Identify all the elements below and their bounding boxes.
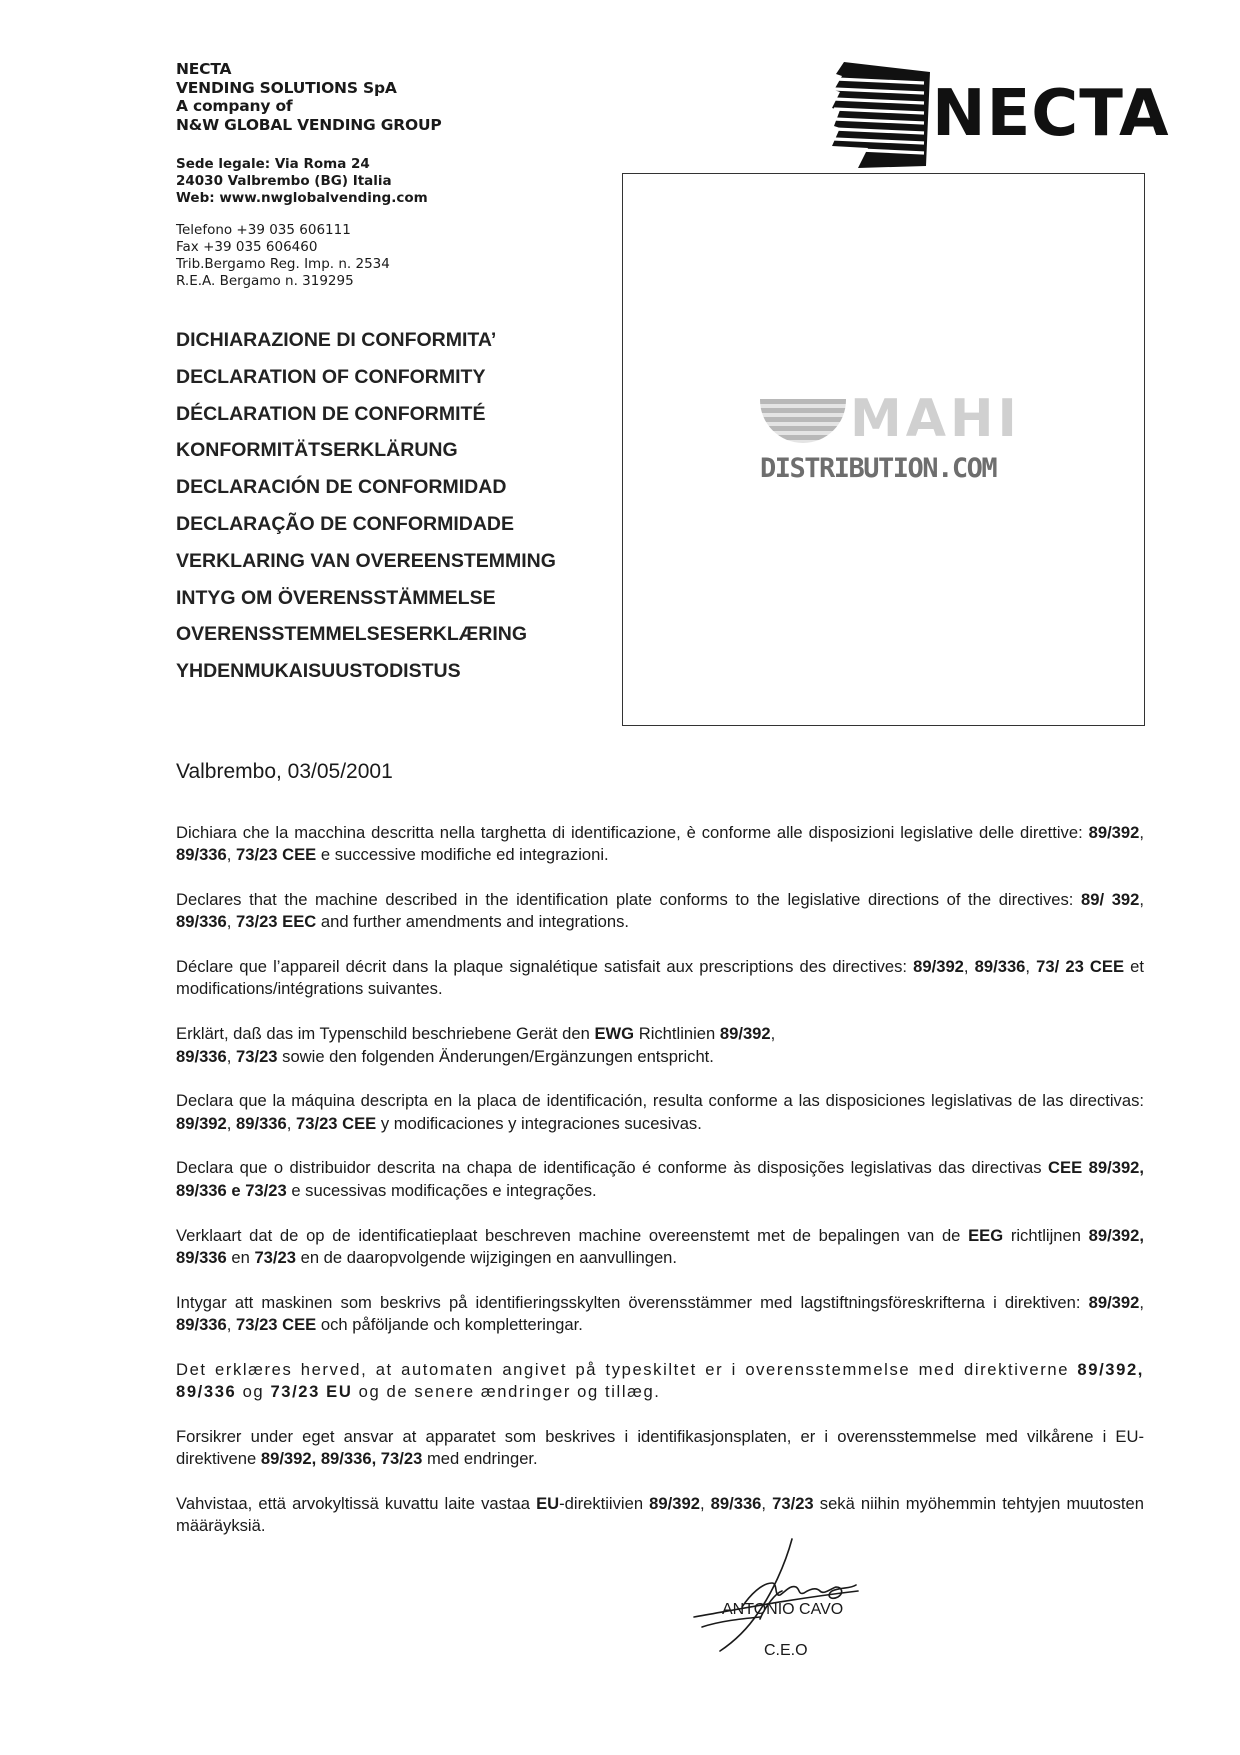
directive-ref: 89/392, 89/336, 73/23 [260, 1449, 423, 1469]
directive-ref: 89/392 [719, 1024, 771, 1044]
contact-line: Telefono +39 035 606111 [176, 222, 351, 238]
paragraph-text: Declara que la máquina descripta en la placa de identificación, resulta conforme a las disposiciones legislativas de las directivas: [176, 1091, 1144, 1111]
paragraph-text: , [963, 957, 975, 977]
declaration-title: DECLARATION OF CONFORMITY [176, 365, 486, 388]
paragraph-text: , [226, 1046, 236, 1066]
paragraph-text: og de senere ændringer og tillæg. [352, 1382, 661, 1402]
handwritten-signature [680, 1535, 880, 1655]
address-line: 24030 Valbrembo (BG) Italia [176, 173, 392, 189]
place-date: Valbrembo, 03/05/2001 [176, 760, 393, 783]
paragraph-text: Erklärt, daß das im Typenschild beschriebene Gerät den [176, 1024, 595, 1044]
declaration-paragraph [176, 822, 1144, 867]
directive-ref: EEG [968, 1225, 1004, 1245]
directive-ref: EWG [594, 1024, 635, 1044]
signatory-role: C.E.O [764, 1642, 808, 1659]
directive-ref: 73/23 EU [270, 1382, 353, 1402]
directive-ref: 89/336 [236, 1113, 287, 1133]
paragraph-text: sowie den folgenden Änderungen/Ergänzungen entspricht. [277, 1046, 714, 1066]
declaration-title: DECLARAÇÃO DE CONFORMIDADE [176, 512, 514, 535]
declaration-paragraph [176, 1225, 1144, 1270]
paragraph-text: , [761, 1493, 773, 1513]
directive-ref: EU [536, 1493, 560, 1513]
paragraph-text: , [226, 1314, 236, 1334]
paragraph-text: en de daaropvolgende wijzigingen en aanvullingen. [295, 1247, 678, 1267]
product-photo-box [622, 173, 1145, 726]
directive-ref: 73/23 EEC [236, 912, 317, 932]
contact-line: Trib.Bergamo Reg. Imp. n. 2534 [176, 256, 390, 272]
paragraph-text: , [226, 1113, 236, 1133]
company-line: N&W GLOBAL VENDING GROUP [176, 115, 442, 134]
paragraph-text: , [226, 912, 236, 932]
directive-ref: 89/392 [649, 1493, 700, 1513]
company-line: A company of [176, 97, 293, 115]
paragraph-text: , [1139, 1292, 1144, 1312]
directive-ref: 73/23 CEE [236, 845, 317, 865]
paragraph-text: Déclare que l’appareil décrit dans la plaque signalétique satisfait aux prescriptions des directives: [176, 957, 914, 977]
directive-ref: 73/23 CEE [296, 1113, 377, 1133]
declaration-paragraph [176, 889, 1144, 934]
paragraph-text: y modificaciones y integraciones sucesivas. [376, 1113, 702, 1133]
paragraph-text: Det erklæres herved, at automaten angivet på typeskiltet er i overensstemmelse med direktiverne [176, 1359, 1078, 1379]
necta-stripes-logo-icon [830, 62, 930, 168]
paragraph-text: Dichiara che la macchina descritta nella targhetta di identificazione, è conforme alle disposizioni legislative delle direttive: [176, 823, 1089, 842]
address-line: Sede legale: Via Roma 24 [176, 156, 370, 172]
directive-ref: 89/392 [1088, 823, 1140, 842]
paragraph-text: Richtlinien [634, 1024, 720, 1044]
directive-ref: 89/336 [176, 1046, 227, 1066]
paragraph-text: och påföljande och kompletteringar. [316, 1314, 583, 1334]
company-line: NECTA [176, 60, 232, 78]
directive-ref: 89/336 [974, 957, 1026, 977]
directive-ref: 89/392, 89/336 [176, 1359, 1144, 1402]
paragraph-text: e successive modifiche ed integrazioni. [316, 845, 609, 865]
signatory-name: ANTONIO CAVO [722, 1601, 844, 1618]
directive-ref: 89/336 [176, 1314, 227, 1334]
declaration-title: KONFORMITÄTSERKLÄRUNG [176, 439, 458, 462]
company-line: VENDING SOLUTIONS SpA [176, 78, 397, 97]
directive-ref: 89/336 [176, 845, 227, 865]
declaration-titles [176, 328, 556, 696]
bowl-icon [760, 399, 846, 443]
paragraph-text: , [1025, 957, 1037, 977]
declaration-paragraph [176, 1157, 1144, 1202]
paragraph-text: , [770, 1024, 776, 1044]
declaration-paragraph [176, 1359, 1144, 1404]
directive-ref: 89/392, 89/336 [176, 1225, 1144, 1267]
directive-ref: 89/392 [913, 957, 964, 977]
paragraph-text: Declares that the machine described in the identification plate conforms to the legislative directions of the directives: [176, 890, 1082, 910]
paragraph-text: , [1139, 823, 1144, 842]
declaration-paragraph [176, 1426, 1144, 1471]
directive-ref: 89/ 392 [1081, 890, 1140, 910]
directive-ref: CEE 89/392, 89/336 e 73/23 [176, 1158, 1145, 1200]
declaration-title: OVERENSSTEMMELSESERKLÆRING [176, 623, 528, 646]
contact-block [176, 222, 390, 290]
paragraph-text: med endringer. [422, 1449, 538, 1469]
address-block [176, 156, 428, 207]
paragraph-text: richtlijnen [1003, 1225, 1089, 1245]
company-block [176, 60, 442, 134]
declaration-body [176, 822, 1144, 1560]
declaration-title: VERKLARING VAN OVEREENSTEMMING [176, 549, 556, 572]
directive-ref: 73/23 [772, 1493, 814, 1513]
declaration-title: DECLARACIÓN DE CONFORMIDAD [176, 476, 507, 499]
watermark-line1: MAHI [850, 389, 1021, 449]
logo-text: NECTA [932, 77, 1170, 151]
directive-ref: 89/392 [176, 1113, 227, 1133]
watermark-line2: DISTRIBUTION.COM [760, 453, 997, 484]
paragraph-text: , [1139, 890, 1144, 910]
watermark [760, 389, 1021, 499]
directive-ref: 73/23 CEE [236, 1314, 317, 1334]
paragraph-text: Forsikrer under eget ansvar at apparatet som beskrives i identifikasjonsplaten, er i overensstemmelse med vilkårene i EU-direktivene [176, 1426, 1144, 1469]
paragraph-text: sekä niihin myöhemmin tehtyjen muutosten määräyksiä. [176, 1493, 1144, 1536]
declaration-paragraph [176, 1292, 1144, 1337]
declaration-paragraph [176, 956, 1144, 1001]
paragraph-text: og [236, 1382, 271, 1402]
directive-ref: 73/ 23 CEE [1036, 957, 1125, 977]
declaration-title: DÉCLARATION DE CONFORMITÉ [176, 402, 486, 425]
paragraph-text: en [226, 1247, 255, 1267]
paragraph-text: and further amendments and integrations. [316, 912, 629, 932]
paragraph-text: -direktiivien [559, 1493, 650, 1513]
paragraph-text: e sucessivas modificações e integrações. [286, 1180, 597, 1200]
paragraph-text: Vahvistaa, että arvokyltissä kuvattu laite vastaa [176, 1493, 537, 1513]
paragraph-text: , [286, 1113, 296, 1133]
address-line: Web: www.nwglobalvending.com [176, 190, 428, 206]
declaration-paragraph [176, 1090, 1144, 1135]
directive-ref: 89/336 [710, 1493, 762, 1513]
paragraph-text: Verklaart dat de op de identificatieplaat beschreven machine overeenstemt met de bepalingen van de [176, 1225, 969, 1245]
contact-line: R.E.A. Bergamo n. 319295 [176, 273, 354, 289]
paragraph-text: Intygar att maskinen som beskrivs på identifieringsskylten överensstämmer med lagstiftningsföreskrifterna i direktiven: [176, 1292, 1089, 1312]
declaration-title: INTYG OM ÖVERENSSTÄMMELSE [176, 586, 496, 609]
directive-ref: 89/392 [1088, 1292, 1140, 1312]
paragraph-text: et modifications/intégrations suivantes. [176, 957, 1144, 999]
declaration-paragraph [176, 1023, 1144, 1068]
declaration-title: YHDENMUKAISUUSTODISTUS [176, 660, 461, 683]
contact-line: Fax +39 035 606460 [176, 239, 318, 255]
directive-ref: 89/336 [176, 912, 227, 932]
declaration-title: DICHIARAZIONE DI CONFORMITA’ [176, 329, 497, 351]
paragraph-text: , [226, 845, 236, 865]
paragraph-text: , [699, 1493, 711, 1513]
directive-ref: 73/23 [236, 1046, 278, 1066]
directive-ref: 73/23 [254, 1247, 296, 1267]
paragraph-text: Declara que o distribuidor descrita na chapa de identificação é conforme às disposições legislativas das directivas [176, 1158, 1049, 1178]
declaration-paragraph [176, 1493, 1144, 1538]
necta-logo [830, 62, 1170, 168]
